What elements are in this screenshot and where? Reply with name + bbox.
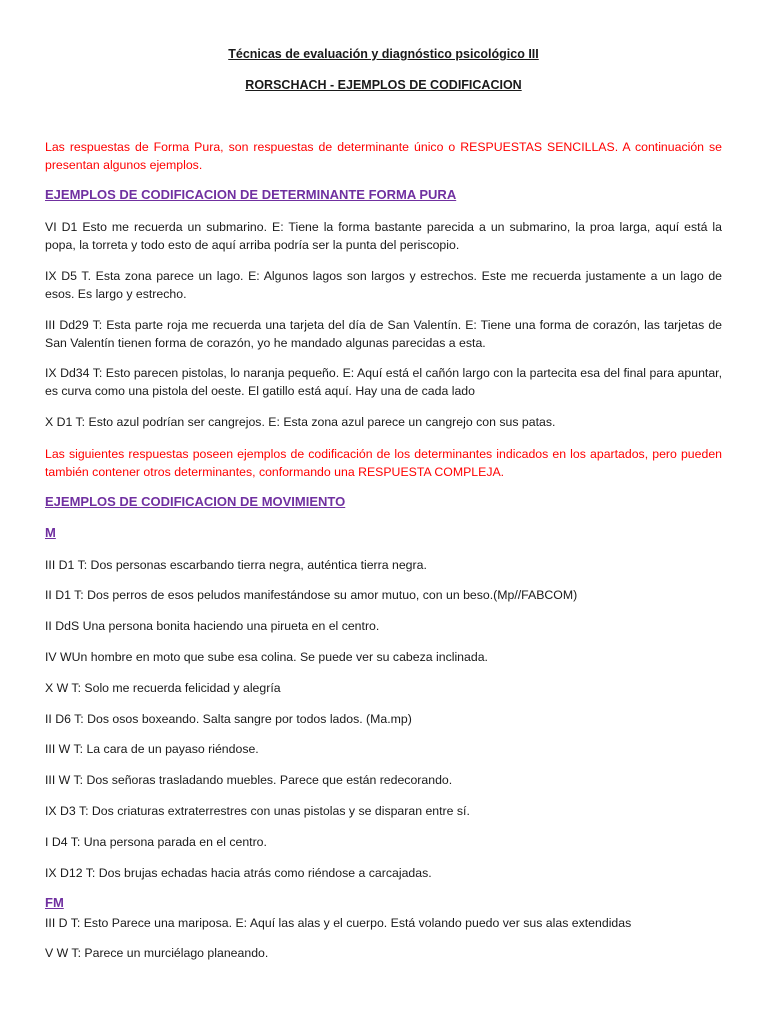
fm-item: III D T: Esto Parece una mariposa. E: Aquí las alas y el cuerpo. Está volando puedo ver sus alas extendidas xyxy=(45,916,632,930)
forma-item: X D1 T: Esto azul podrían ser cangrejos. E: Esta zona azul parece un cangrejo con sus patas. xyxy=(45,415,556,429)
m-item: II D6 T: Dos osos boxeando. Salta sangre por todos lados. (Ma.mp) xyxy=(45,712,412,726)
m-item: I D4 T: Una persona parada en el centro. xyxy=(45,835,267,849)
complex-note: Las siguientes respuestas poseen ejemplos de codificación de los determinantes indicados en los apartados, pero pueden también contener otros determinantes, conformando una RESPUESTA COMPLEJA. xyxy=(45,447,722,479)
intro-paragraph: Las respuestas de Forma Pura, son respuestas de determinante único o RESPUESTAS SENCILLAS. A continuación se presentan algunos ejemplos. xyxy=(45,140,722,172)
m-item: IX D3 T: Dos criaturas extraterrestres con unas pistolas y se disparan entre sí. xyxy=(45,804,470,818)
m-item: II D1 T: Dos perros de esos peludos manifestándose su amor mutuo, con un beso.(Mp//FABCOM) xyxy=(45,588,578,602)
forma-item: IX Dd34 T: Esto parecen pistolas, lo naranja pequeño. E: Aquí está el cañón largo con la partecita esa del final para apuntar, es curva como una pistola del oeste. El gatillo está aquí. Hay una de cada lado xyxy=(45,366,722,398)
forma-pura-heading: EJEMPLOS DE CODIFICACION DE DETERMINANTE FORMA PURA xyxy=(45,187,457,202)
forma-item: VI D1 Esto me recuerda un submarino. E: Tiene la forma bastante parecida a un submarino, la proa larga, aquí está la popa, la torreta y todo esto de aquí arriba podría ser la punta del periscopio. xyxy=(45,220,722,252)
movimiento-heading: EJEMPLOS DE CODIFICACION DE MOVIMIENTO xyxy=(45,494,346,509)
m-item: III W T: Dos señoras trasladando muebles. Parece que están redecorando. xyxy=(45,773,453,787)
forma-item: IX D5 T. Esta zona parece un lago. E: Algunos lagos son largos y estrechos. Este me recuerda justamente a un lago de esos. Es largo y estrecho. xyxy=(45,269,722,301)
m-item: II DdS Una persona bonita haciendo una pirueta en el centro. xyxy=(45,619,380,633)
m-item: X W T: Solo me recuerda felicidad y alegría xyxy=(45,681,281,695)
m-item: III D1 T: Dos personas escarbando tierra negra, auténtica tierra negra. xyxy=(45,558,427,572)
m-subheading: M xyxy=(45,525,56,540)
m-item: IX D12 T: Dos brujas echadas hacia atrás como riéndose a carcajadas. xyxy=(45,866,432,880)
fm-item: V W T: Parece un murciélago planeando. xyxy=(45,946,269,960)
course-title: Técnicas de evaluación y diagnóstico psicológico III xyxy=(228,47,539,61)
document-title: RORSCHACH - EJEMPLOS DE CODIFICACION xyxy=(245,78,522,92)
fm-subheading: FM xyxy=(45,895,64,910)
m-item: III W T: La cara de un payaso riéndose. xyxy=(45,742,259,756)
m-item: IV WUn hombre en moto que sube esa colina. Se puede ver su cabeza inclinada. xyxy=(45,650,488,664)
forma-item: III Dd29 T: Esta parte roja me recuerda una tarjeta del día de San Valentín. E: Tiene una forma de corazón, las tarjetas de San Valentín tienen forma de corazón, yo he mandado algunas parecidas a esta. xyxy=(45,318,722,350)
